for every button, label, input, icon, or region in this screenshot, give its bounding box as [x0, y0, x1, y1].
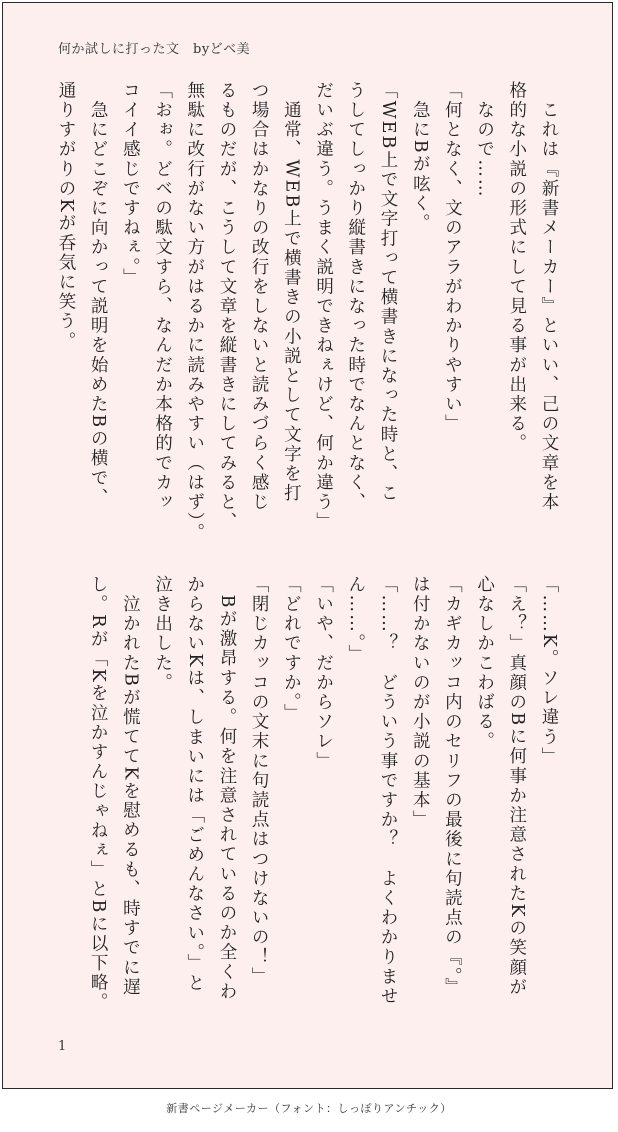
- text-line: 格的な小説の形式にして見る事が出来る。: [506, 81, 527, 454]
- text-line: 通常、WEB上で横書きの小説として文字を打: [281, 81, 302, 504]
- text-block-bottom: [82, 575, 565, 1015]
- text-line: 泣き出した。: [152, 575, 173, 693]
- text-line: つ場合はかなりの改行をしないと読みづらく感じ: [249, 81, 270, 513]
- text-line: 「何となく、文のアラがわかりやすい」: [442, 81, 463, 434]
- text-line: 「……K。ソレ違う」: [539, 575, 559, 767]
- text-block-top: [50, 81, 565, 543]
- text-line: 無駄に改行がない方がはるかに読みやすい（はず）。: [184, 81, 205, 543]
- text-line: 通りすがりのKが呑気に笑う。: [55, 81, 76, 351]
- page-number: 1: [58, 1039, 67, 1054]
- page-header-title: 何か試しに打った文 byどベ美: [58, 42, 251, 57]
- text-line: からないKは、しまいには「ごめんなさい。」と: [184, 575, 205, 994]
- text-line: ん……。」: [345, 575, 366, 665]
- text-line: 急にどこぞに向かって説明を始めたBの横で、: [88, 81, 109, 508]
- text-line: 急にBが呟く。: [410, 81, 431, 234]
- text-line: 「え？」真顔のBに何事か注意されたKの笑顔が: [506, 575, 527, 998]
- text-line: 「カギカッコ内のセリフの最後に句読点の『。』: [442, 575, 463, 998]
- text-line: だいぶ違う。うまく説明できねぇけど、何か違う」: [313, 81, 334, 532]
- text-line: 泣かれたBが慌ててKを慰めるも、時すでに遅: [120, 575, 141, 998]
- text-line: Bが激昂する。何を注意されているのか全くわ: [216, 575, 237, 1002]
- text-line: し。Rが「Kを泣かすんじゃねぇ」とBに以下略。: [88, 575, 109, 1013]
- text-line: 「おぉ。どベの駄文すら、なんだか本格的でカッ: [152, 81, 173, 513]
- text-line: 「どれですか。」: [281, 575, 302, 724]
- text-line: 「WEB上で文字打って横書きになった時と、こ: [377, 81, 398, 504]
- footer-credit: 新書ページメーカー（フォント：しっぽりアンチック）: [166, 1102, 452, 1115]
- text-line: 「閉じカッコの文末に句読点はつけないの！」: [249, 575, 270, 987]
- text-line: コイイ感じですねぇ。」: [120, 81, 141, 288]
- text-line: るものだが、こうして文章を縦書きにしてみると、: [216, 81, 237, 532]
- text-line: 「……？ どういう事ですか？ よくわかりませ: [377, 575, 398, 1007]
- text-line: は付かないのが小説の基本」: [410, 575, 431, 830]
- manuscript-page: [2, 2, 613, 1089]
- text-line: これは『新書メーカー』といい、己の文章を本: [539, 81, 559, 513]
- text-line: 心なしかこわばる。: [474, 575, 495, 752]
- text-line: 「いや、だからソレ」: [313, 575, 334, 771]
- text-line: うしてしっかり縦書きになった時でなんとなく、: [345, 81, 366, 513]
- text-line: なので……: [474, 81, 495, 199]
